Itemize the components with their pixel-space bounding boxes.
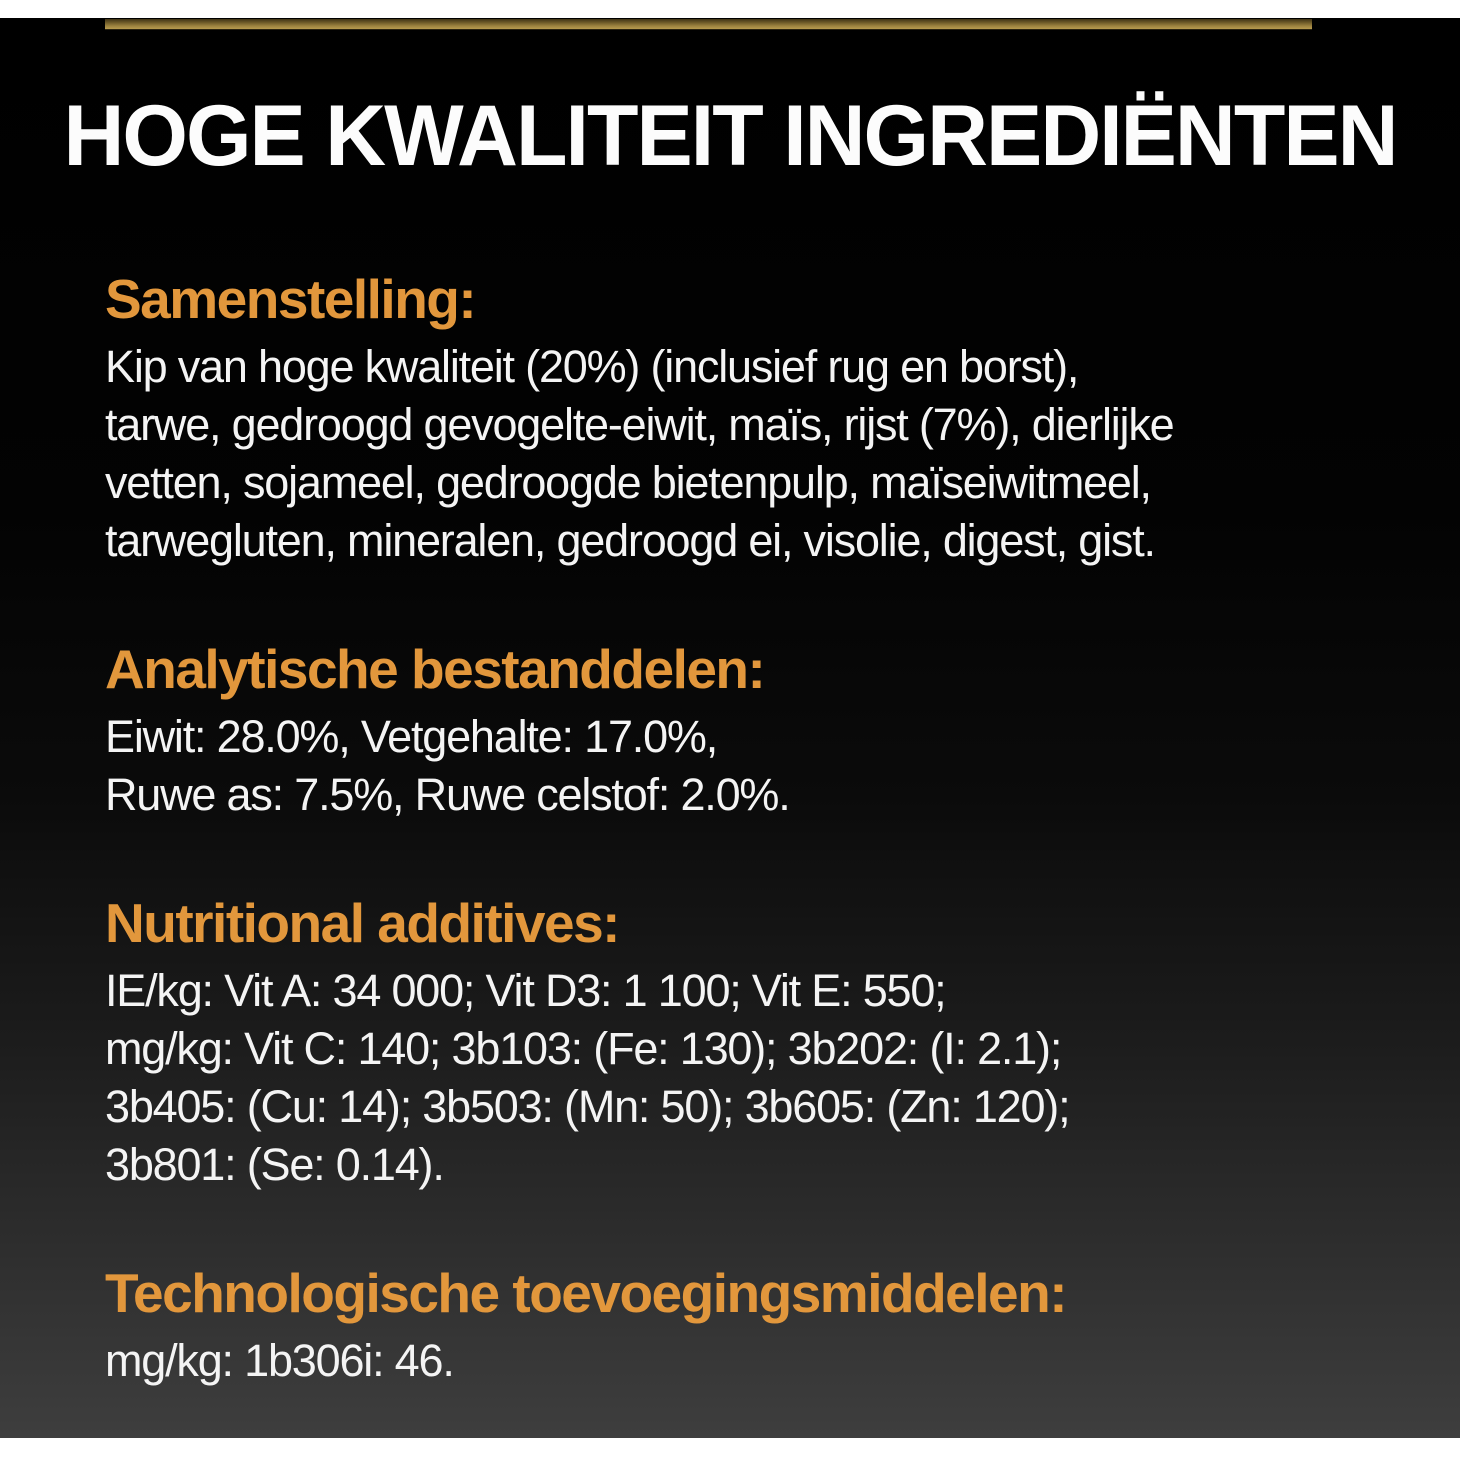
label-content — [0, 268, 1460, 1390]
section-heading-technologische: Technologische toevoegingsmiddelen: — [105, 1262, 1067, 1324]
ingredients-line: vetten, sojameel, gedroogde bietenpulp, maïseiwitmeel, — [105, 457, 1151, 508]
additives-line: 3b801: (Se: 0.14). — [105, 1139, 444, 1190]
additives-line: 3b405: (Cu: 14); 3b503: (Mn: 50); 3b605: (Zn: 120); — [105, 1081, 1070, 1132]
section-analytische-bestanddelen — [105, 638, 1390, 824]
additives-line: IE/kg: Vit A: 34 000; Vit D3: 1 100; Vit E: 550; — [105, 965, 946, 1016]
section-heading-analytische: Analytische bestanddelen: — [105, 638, 765, 700]
section-nutritional-additives — [105, 892, 1390, 1194]
additives-line: mg/kg: Vit C: 140; 3b103: (Fe: 130); 3b202: (I: 2.1); — [105, 1023, 1062, 1074]
label-panel — [0, 18, 1460, 1438]
page-title: HOGE KWALITEIT INGREDIËNTEN — [63, 88, 1397, 184]
section-heading-samenstelling: Samenstelling: — [105, 268, 476, 330]
section-heading-nutritional: Nutritional additives: — [105, 892, 619, 954]
technological-line: mg/kg: 1b306i: 46. — [105, 1335, 454, 1386]
section-samenstelling — [105, 268, 1390, 570]
analysis-line: Eiwit: 28.0%, Vetgehalte: 17.0%, — [105, 711, 718, 762]
ingredients-line: tarwe, gedroogd gevogelte-eiwit, maïs, rijst (7%), dierlijke — [105, 399, 1174, 450]
ingredients-line: Kip van hoge kwaliteit (20%) (inclusief rug en borst), — [105, 341, 1079, 392]
analysis-line: Ruwe as: 7.5%, Ruwe celstof: 2.0%. — [105, 769, 790, 820]
section-technologische-toevoegingsmiddelen — [105, 1262, 1390, 1390]
ingredients-line: tarwegluten, mineralen, gedroogd ei, visolie, digest, gist. — [105, 515, 1155, 566]
gold-accent-bar — [105, 19, 1312, 30]
